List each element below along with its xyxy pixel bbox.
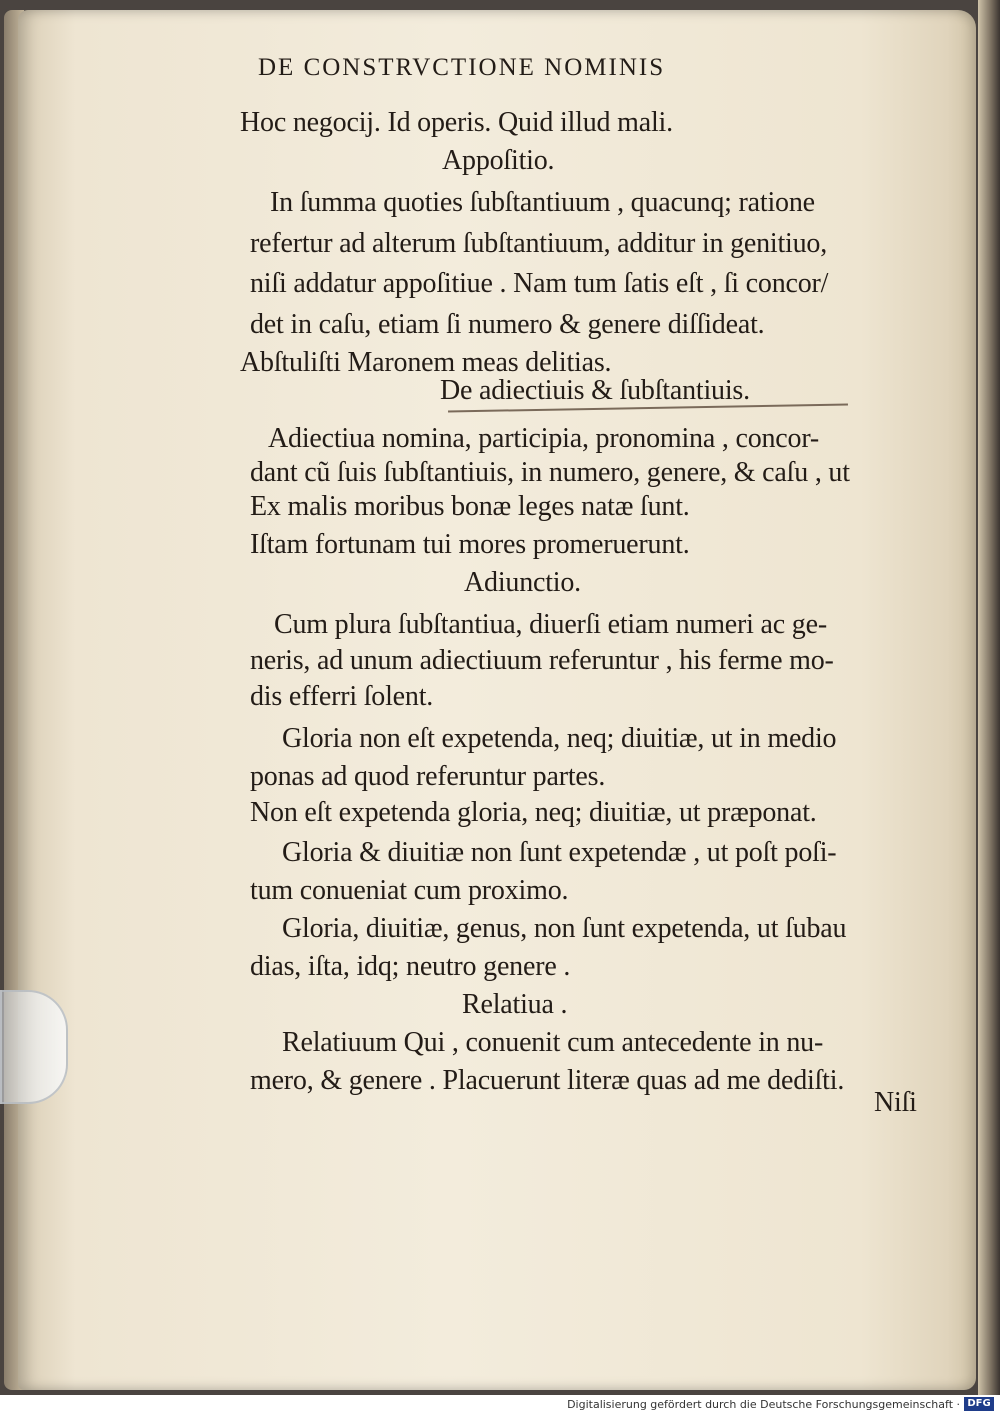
book-page [18, 10, 976, 1390]
text-line: Gloria & diuitiæ non ſunt expetendæ , ut poſt poſi- [282, 837, 837, 868]
text-line: dis efferri ſolent. [250, 681, 434, 712]
text-line: dias, iſta, idq; neutro genere . [250, 951, 571, 982]
text-line: Gloria non eſt expetenda, neq; diuitiæ, ut in medio [282, 723, 837, 754]
text-line: neris, ad unum adiectiuum referuntur , his ferme mo- [250, 645, 834, 676]
text-line: Cum plura ſubſtantiua, diuerſi etiam numeri ac ge- [274, 609, 827, 640]
text-line: Relatiuum Qui , conuenit cum antecedente in nu- [282, 1027, 824, 1058]
text-line: Non eſt expetenda gloria, neq; diuitiæ, ut præponat. [250, 797, 817, 828]
text-line: tum conueniat cum proximo. [250, 875, 569, 906]
section-heading-appositio: Appoſitio. [442, 145, 555, 176]
text-line: det in caſu, etiam ſi numero & genere diſſideat. [250, 309, 765, 340]
text-line: In ſumma quoties ſubſtantiuum , quacunq; ratione [270, 187, 815, 218]
text-line: niſi addatur appoſitiue . Nam tum ſatis eſt , ſi concor/ [250, 268, 829, 299]
section-heading-adiectiuis: De adiectiuis & ſubſtantiuis. [440, 375, 750, 406]
text-line: Iſtam fortunam tui mores promeruerunt. [250, 529, 690, 560]
text-line: Ex malis moribus bonæ leges natæ ſunt. [250, 491, 690, 522]
text-line: Abſtuliſti Maronem meas delitias. [240, 347, 612, 378]
text-line: ponas ad quod referuntur partes. [250, 761, 606, 792]
page-text [18, 10, 976, 1390]
catchword: Niſi [874, 1087, 917, 1118]
section-heading-adiunctio: Adiunctio. [464, 567, 581, 598]
footer-credit: Digitalisierung gefördert durch die Deutsche Forschungsgemeinschaft · [567, 1398, 960, 1411]
scan-right-edge [978, 0, 1000, 1395]
text-line: refertur ad alterum ſubſtantiuum, additur in genitiuo, [250, 228, 828, 259]
section-heading-relatiua: Relatiua . [462, 989, 568, 1020]
text-line: Hoc negocij. Id operis. Quid illud mali. [240, 107, 673, 138]
running-head: DE CONSTRVCTIONE NOMINIS [258, 54, 666, 81]
dfg-logo: DFG [964, 1397, 994, 1411]
book-clip [0, 990, 68, 1104]
text-line: Gloria, diuitiæ, genus, non ſunt expetenda, ut ſubau [282, 913, 847, 944]
text-line: dant cũ ſuis ſubſtantiuis, in numero, genere, & caſu , ut [250, 457, 850, 488]
text-line: mero, & genere . Placuerunt literæ quas ad me dediſti. [250, 1065, 845, 1096]
text-line: Adiectiua nomina, participia, pronomina , concor- [268, 423, 820, 454]
